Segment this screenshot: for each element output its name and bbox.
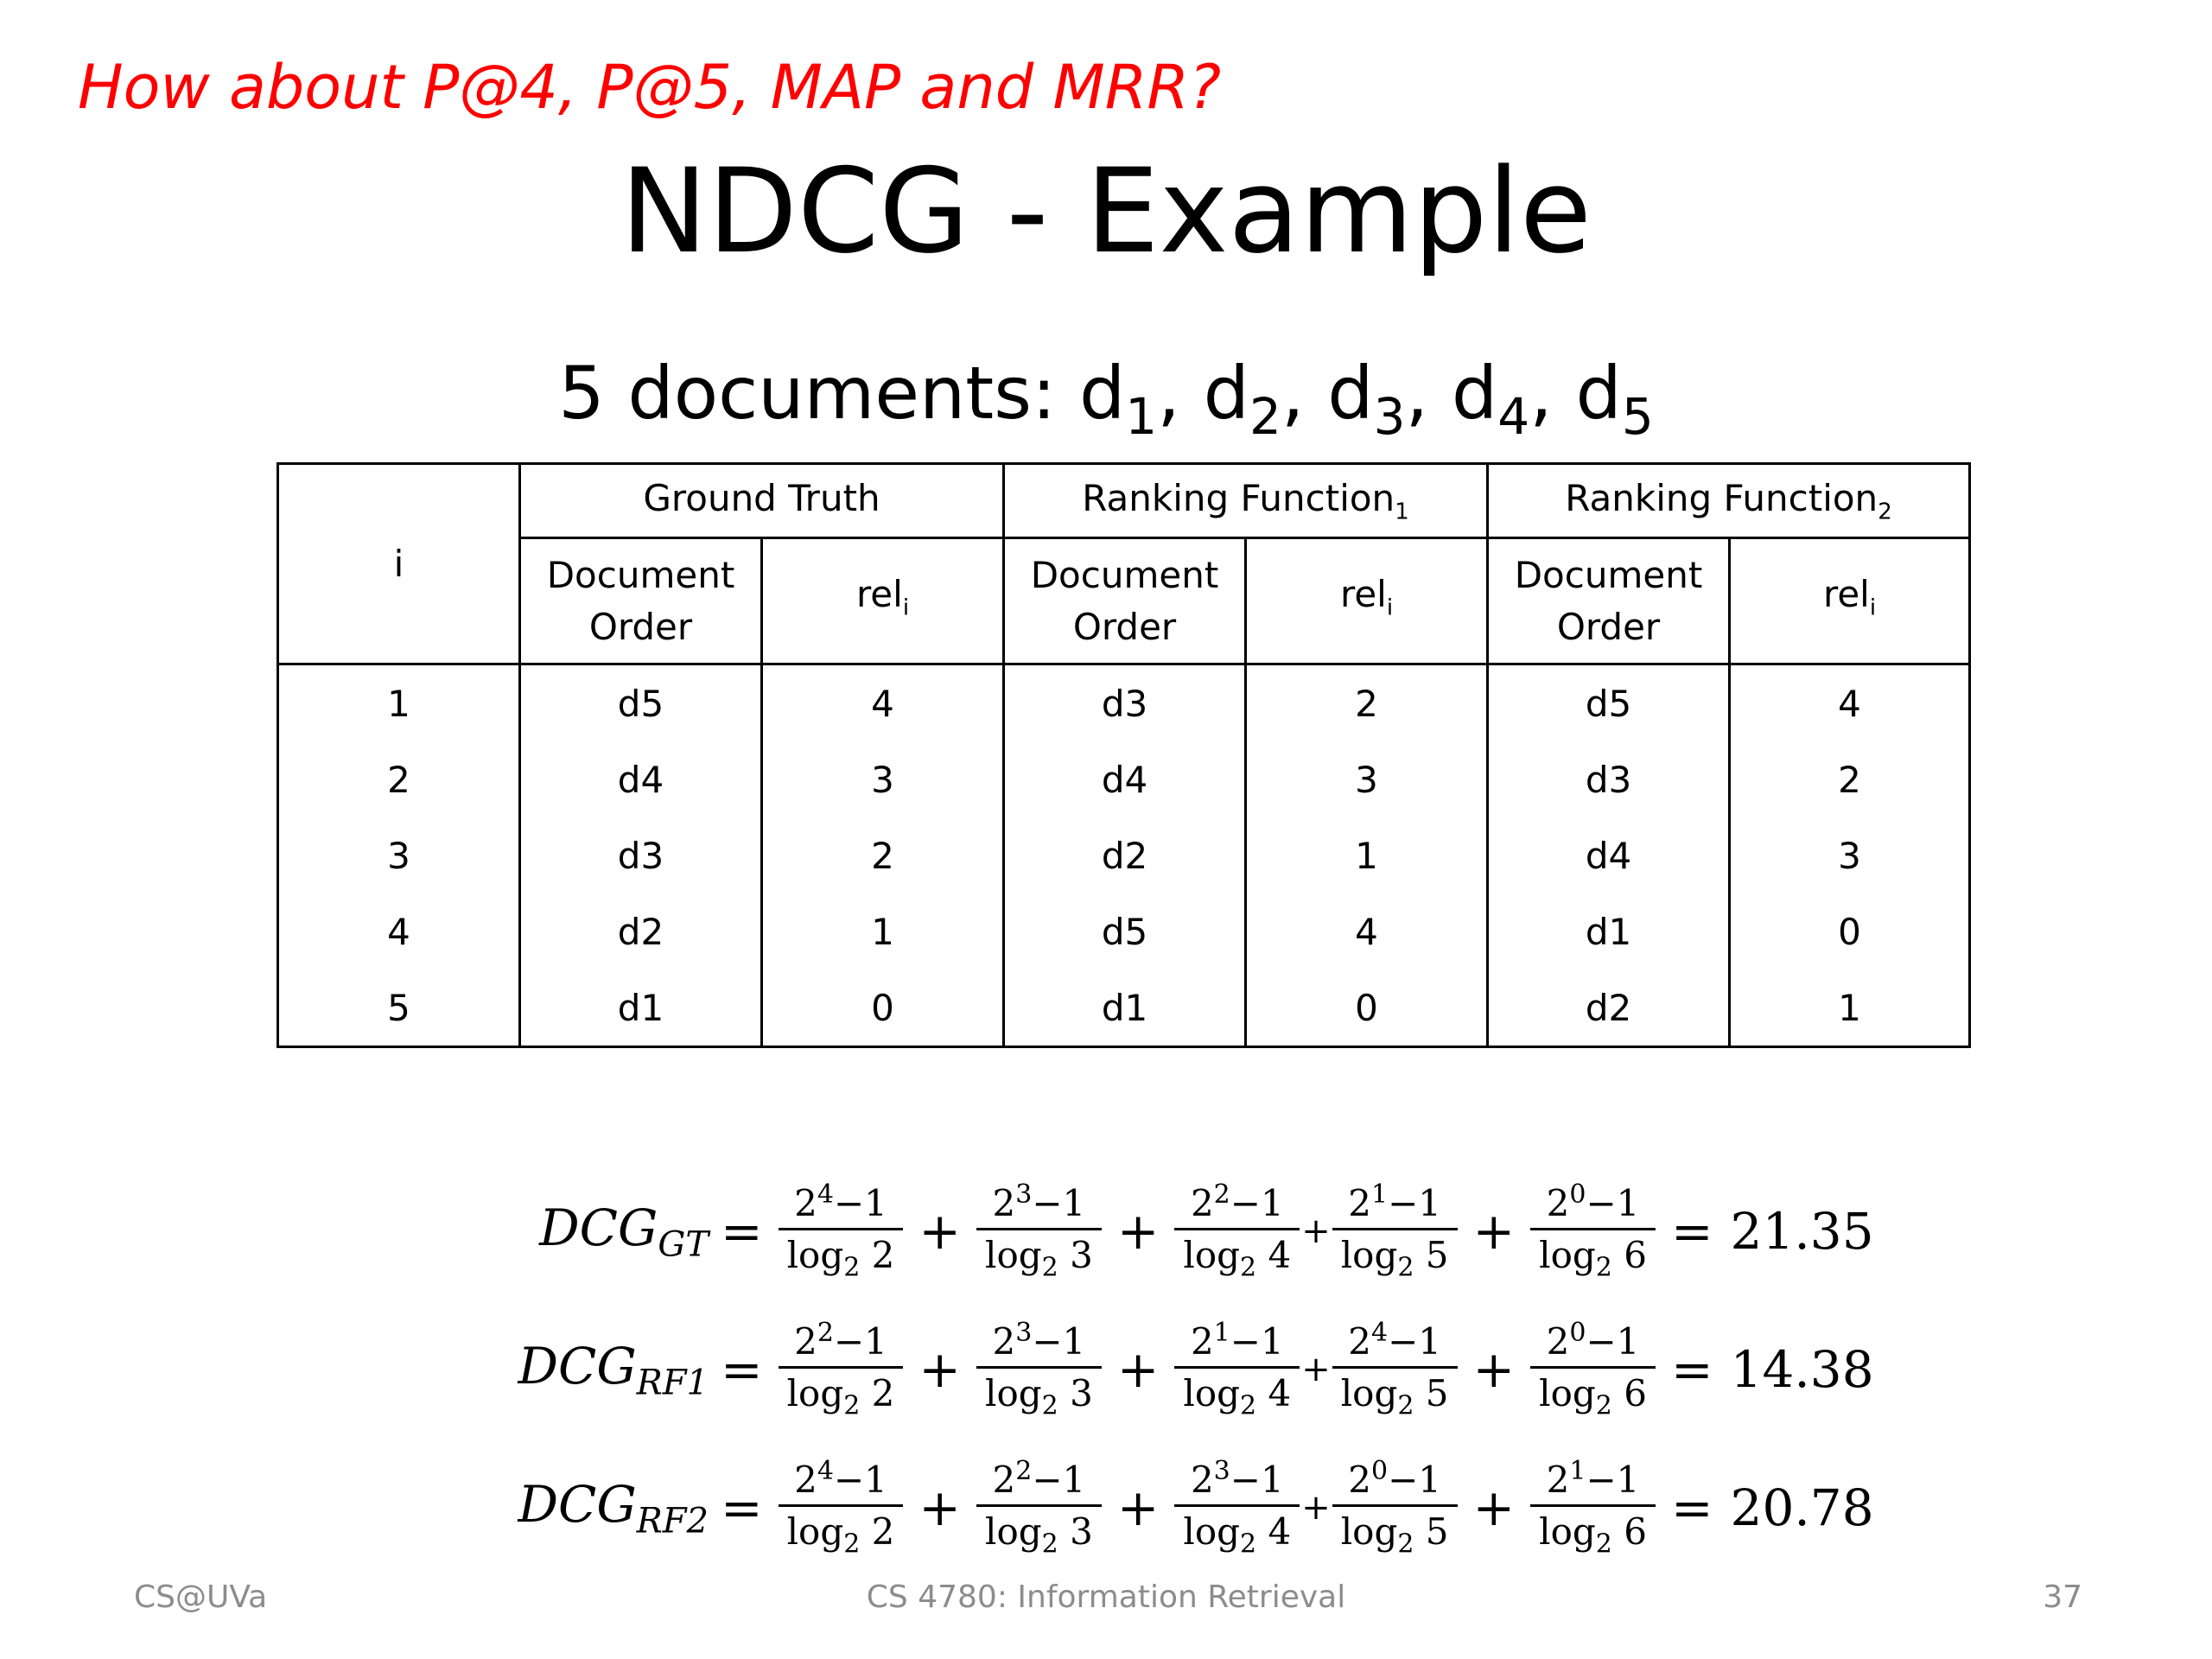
table-cell: d3 bbox=[520, 817, 762, 893]
table-row bbox=[278, 664, 1970, 742]
table-cell: 4 bbox=[1246, 893, 1488, 969]
table-cell: d5 bbox=[520, 664, 762, 742]
fraction-term: $\frac{2^3-1}{\log_2 3}$ bbox=[976, 1179, 1102, 1282]
table-cell: 0 bbox=[1730, 893, 1970, 969]
table-cell: 5 bbox=[278, 969, 520, 1047]
table-cell: d4 bbox=[1004, 741, 1246, 817]
table-cell: 2 bbox=[278, 741, 520, 817]
fraction-term: $\frac{2^2-1}{\log_2 2}$ bbox=[779, 1318, 904, 1421]
table-cell: 4 bbox=[762, 664, 1004, 742]
group-header-ranking-function-2: Ranking Function$_2$ bbox=[1488, 464, 1970, 538]
table-cell: 0 bbox=[762, 969, 1004, 1047]
table-cell: d1 bbox=[1488, 893, 1730, 969]
table-cell: 2 bbox=[1246, 664, 1488, 742]
table-cell: d1 bbox=[1004, 969, 1246, 1047]
fraction-term: $\frac{2^1-1}{\log_2 6}$ bbox=[1530, 1456, 1656, 1559]
dcg-equation-rf1: $DCG_{RF1}$ = $\frac{2^2-1}{\log_2 2}$ + $\frac{2^3-1}{\log_2 3}$ + $\frac{2^1-1}{\log_2 4}$ + $\frac{2^4-1}{\log_2 5}$ + $\frac{2^0-1}{\log_2 6}$ = 14.38 bbox=[510, 1300, 1874, 1439]
doc-d4: $d_4$ bbox=[1451, 351, 1530, 446]
table-cell: 3 bbox=[278, 817, 520, 893]
doc-order-header: Document Order bbox=[520, 538, 762, 664]
fraction-term: $\frac{2^2-1}{\log_2 3}$ bbox=[976, 1456, 1102, 1559]
index-header: i bbox=[278, 464, 520, 664]
table-cell: d3 bbox=[1488, 741, 1730, 817]
dcg-equations bbox=[510, 1162, 1874, 1577]
fraction-term: $\frac{2^0-1}{\log_2 5}$ bbox=[1332, 1456, 1458, 1559]
rel-header: rel$_i$ bbox=[1246, 538, 1488, 664]
doc-d2: $d_2$ bbox=[1203, 351, 1281, 446]
table-cell: 0 bbox=[1246, 969, 1488, 1047]
table-row bbox=[278, 741, 1970, 817]
fraction-term: $\frac{2^1-1}{\log_2 4}$ bbox=[1174, 1318, 1300, 1421]
table-cell: d3 bbox=[1004, 664, 1246, 742]
ranking-table bbox=[276, 462, 1971, 1048]
subtitle-prefix: 5 documents: bbox=[558, 351, 1079, 435]
equation-result: 20.78 bbox=[1730, 1478, 1874, 1537]
equation-result: 21.35 bbox=[1730, 1202, 1874, 1261]
fraction-term: $\frac{2^4-1}{\log_2 2}$ bbox=[779, 1456, 904, 1559]
fraction-term: $\frac{2^1-1}{\log_2 5}$ bbox=[1332, 1179, 1458, 1282]
doc-d1: $d_1$ bbox=[1078, 351, 1158, 446]
table-cell: d2 bbox=[520, 893, 762, 969]
table-cell: d2 bbox=[1004, 817, 1246, 893]
fraction-term: $\frac{2^0-1}{\log_2 6}$ bbox=[1530, 1318, 1656, 1421]
table-cell: d1 bbox=[520, 969, 762, 1047]
table-cell: 3 bbox=[1730, 817, 1970, 893]
dcg-equation-rf2: $DCG_{RF2}$ = $\frac{2^4-1}{\log_2 2}$ + $\frac{2^2-1}{\log_2 3}$ + $\frac{2^3-1}{\log_2 4}$ + $\frac{2^0-1}{\log_2 5}$ + $\frac{2^1-1}{\log_2 6}$ = 20.78 bbox=[510, 1439, 1874, 1577]
table-cell: 1 bbox=[1730, 969, 1970, 1047]
fraction-term: $\frac{2^3-1}{\log_2 4}$ bbox=[1174, 1456, 1300, 1559]
footer-center: CS 4780: Information Retrieval bbox=[866, 1580, 1346, 1615]
fraction-term: $\frac{2^4-1}{\log_2 5}$ bbox=[1332, 1318, 1458, 1421]
table-cell: 2 bbox=[1730, 741, 1970, 817]
table-cell: d5 bbox=[1488, 664, 1730, 742]
table-cell: 1 bbox=[278, 664, 520, 742]
fraction-term: $\frac{2^4-1}{\log_2 2}$ bbox=[779, 1179, 904, 1282]
table-cell: d2 bbox=[1488, 969, 1730, 1047]
group-header-ranking-function-1: Ranking Function$_1$ bbox=[1004, 464, 1488, 538]
documents-subtitle: 5 documents: $d_1$, $d_2$, $d_3$, $d_4$, $d_5$ bbox=[558, 351, 1654, 446]
table-cell: 3 bbox=[1246, 741, 1488, 817]
doc-d3: $d_3$ bbox=[1327, 351, 1406, 446]
table-row bbox=[278, 893, 1970, 969]
question-note: How about P@4, P@5, MAP and MRR? bbox=[78, 52, 1222, 123]
doc-d5: $d_5$ bbox=[1575, 351, 1654, 446]
equation-lhs: $DCG_{RF1}$ bbox=[518, 1336, 709, 1403]
table-cell: 2 bbox=[762, 817, 1004, 893]
slide-number: 37 bbox=[2043, 1580, 2082, 1615]
table-cell: 4 bbox=[1730, 664, 1970, 742]
slide-title: NDCG - Example bbox=[620, 143, 1592, 279]
table-cell: 3 bbox=[762, 741, 1004, 817]
table-cell: 4 bbox=[278, 893, 520, 969]
table-cell: 1 bbox=[1246, 817, 1488, 893]
fraction-term: $\frac{2^0-1}{\log_2 6}$ bbox=[1530, 1179, 1656, 1282]
table-row bbox=[278, 817, 1970, 893]
dcg-equation-gt: $DCG_{GT}$ = $\frac{2^4-1}{\log_2 2}$ + $\frac{2^3-1}{\log_2 3}$ + $\frac{2^2-1}{\log_2 4}$ + $\frac{2^1-1}{\log_2 5}$ + $\frac{2^0-1}{\log_2 6}$ = 21.35 bbox=[510, 1162, 1874, 1300]
table-row bbox=[278, 969, 1970, 1047]
group-header-ground-truth: Ground Truth bbox=[520, 464, 1004, 538]
table-cell: 1 bbox=[762, 893, 1004, 969]
equation-result: 14.38 bbox=[1730, 1340, 1874, 1399]
rel-header: rel$_i$ bbox=[762, 538, 1004, 664]
fraction-term: $\frac{2^2-1}{\log_2 4}$ bbox=[1174, 1179, 1300, 1282]
equation-lhs: $DCG_{RF2}$ bbox=[518, 1474, 709, 1541]
table-cell: d4 bbox=[1488, 817, 1730, 893]
doc-order-header: Document Order bbox=[1004, 538, 1246, 664]
rel-header: rel$_i$ bbox=[1730, 538, 1970, 664]
table-cell: d4 bbox=[520, 741, 762, 817]
equation-lhs: $DCG_{GT}$ bbox=[539, 1198, 709, 1265]
footer-left: CS@UVa bbox=[134, 1580, 268, 1615]
fraction-term: $\frac{2^3-1}{\log_2 3}$ bbox=[976, 1318, 1102, 1421]
table-cell: d5 bbox=[1004, 893, 1246, 969]
doc-order-header: Document Order bbox=[1488, 538, 1730, 664]
